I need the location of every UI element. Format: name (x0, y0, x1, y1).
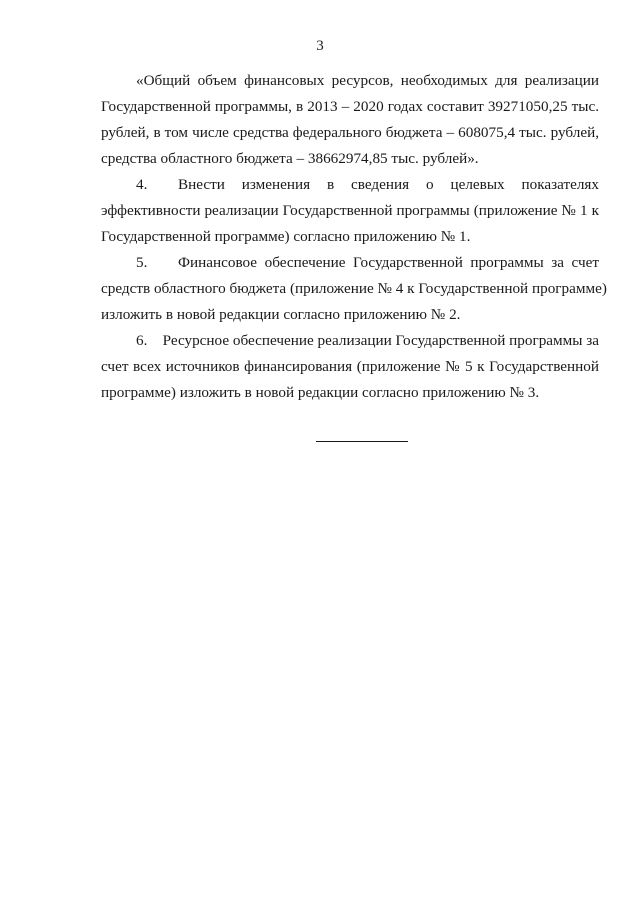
item-first-line: Внести изменения в сведения о целевых показателях (178, 176, 599, 193)
paragraph-item-6 (101, 328, 599, 406)
paragraph-financial-resources (101, 68, 599, 172)
text-line (101, 172, 599, 198)
text-line: средства областного бюджета – 38662974,85 тыс. рублей». (101, 150, 479, 167)
text-line: средств областного бюджета (приложение № 4 к Государственной программе) (101, 280, 607, 297)
item-number: 6. (136, 332, 148, 349)
text-line: изложить в новой редакции согласно приложению № 2. (101, 306, 461, 323)
text-line: программе) изложить в новой редакции согласно приложению № 3. (101, 384, 540, 401)
text-line: рублей, в том числе средства федерального бюджета – 608075,4 тыс. рублей, (101, 124, 599, 141)
text-line: эффективности реализации Государственной программы (приложение № 1 к (101, 202, 599, 219)
item-first-line: Ресурсное обеспечение реализации Государственной программы за (162, 332, 599, 349)
text-line: «Общий объем финансовых ресурсов, необходимых для реализации (136, 72, 599, 89)
text-line: счет всех источников финансирования (приложение № 5 к Государственной (101, 358, 599, 375)
end-divider-line (316, 441, 408, 442)
item-number: 5. (136, 254, 148, 271)
page-number: 3 (316, 38, 324, 54)
text-line (101, 328, 599, 354)
text-line (101, 250, 599, 276)
text-line: Государственной программе) согласно приложению № 1. (101, 228, 471, 245)
paragraph-item-4 (101, 172, 599, 250)
item-number: 4. (136, 176, 148, 193)
paragraph-item-5 (101, 250, 607, 328)
item-first-line: Финансовое обеспечение Государственной программы за счет (178, 254, 599, 271)
document-body (101, 68, 607, 406)
text-line: Государственной программы, в 2013 – 2020 годах составит 39271050,25 тыс. (101, 98, 599, 115)
